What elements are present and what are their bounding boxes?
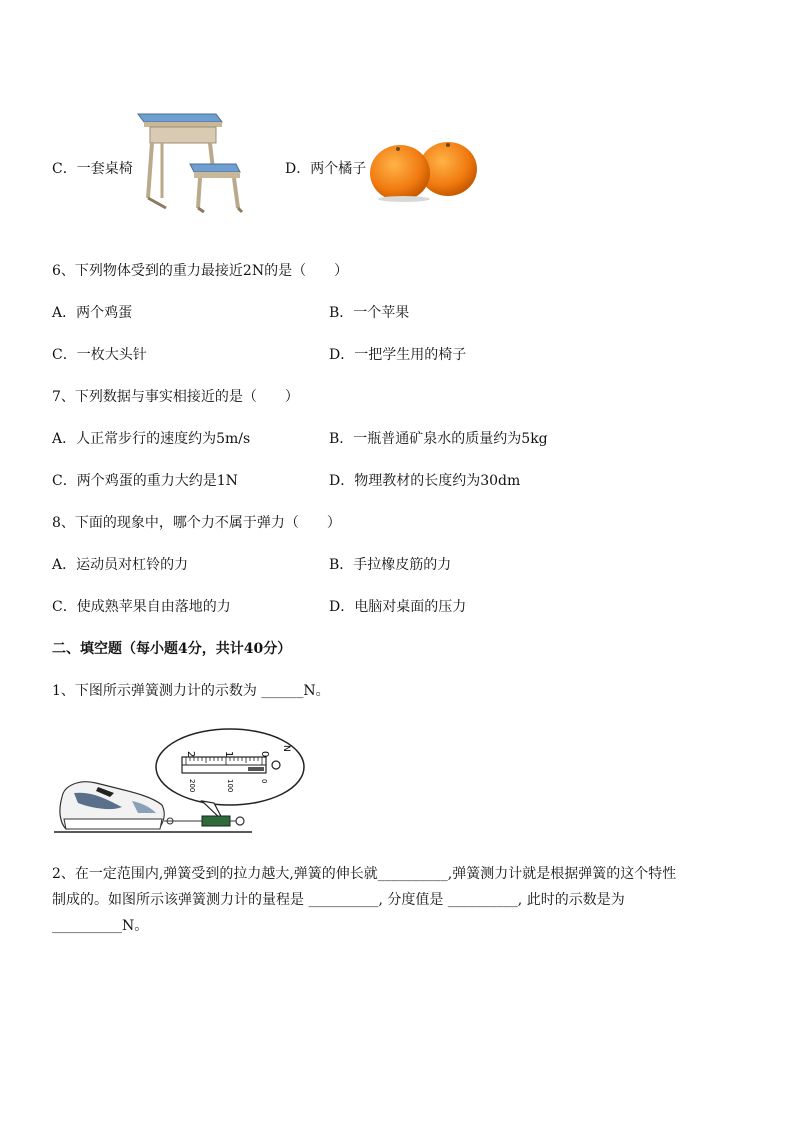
scale-label-2: 2 [185,751,196,758]
q6-stem: 6、下列物体受到的重力最接近2N的是（ ） [52,263,349,279]
q8-option-b: B．手拉橡皮筋的力 [329,557,452,573]
small-spring-scale [202,816,230,826]
q6-option-d: D．一把学生用的椅子 [329,347,467,363]
scale-unit-label: N [281,745,291,752]
q7-option-b: B．一瓶普通矿泉水的质量约为5kg [329,431,548,447]
scale-small-label-100: 100 [226,779,234,793]
q7-option-c: C．两个鸡蛋的重力大约是1N [52,473,238,489]
q6-option-b: B．一个苹果 [329,305,410,321]
scale-label-0: 0 [259,751,270,758]
fill-question-2-line-2: 制成的。如图所示该弹簧测力计的量程是 __________, 分度值是 __________, 此时的示数是为 [52,892,625,908]
oranges-image [368,135,480,203]
q5-option-c: C．一套桌椅 [52,161,133,177]
q8-option-a: A．运动员对杠铃的力 [52,557,189,573]
scale-small-label-200: 200 [188,779,196,793]
q6-option-c: C．一枚大头针 [52,347,147,363]
fill-question-2-line-3: __________N。 [52,918,149,934]
scale-small-label-0: 0 [260,779,268,784]
q7-option-d: D．物理教材的长度约为30dm [329,473,521,489]
desk-chair-image [132,108,248,216]
scale-pointer [248,767,264,771]
q5-option-d: D．两个橘子 [285,161,367,177]
q6-option-a: A．两个鸡蛋 [52,305,133,321]
q8-stem: 8、下面的现象中，哪个力不属于弹力（ ） [52,515,341,531]
fill-question-1: 1、下图所示弹簧测力计的示数为 ______N。 [52,683,330,699]
fill-question-2-line-1: 2、在一定范围内,弹簧受到的拉力越大,弹簧的伸长就__________,弹簧测力计就是根据弹簧的这个特性 [52,866,677,882]
q7-stem: 7、下列数据与事实相接近的是（ ） [52,389,299,405]
q8-option-c: C．使成熟苹果自由落地的力 [52,599,231,615]
section-heading: 二、填空题（每小题4分，共计40分） [52,641,292,657]
scale-label-1: 1 [223,751,234,758]
q8-option-d: D．电脑对桌面的压力 [329,599,467,615]
spring-scale-figure [52,727,314,839]
shoe-image [60,782,164,829]
q7-option-a: A．人正常步行的速度约为5m/s [52,431,251,447]
